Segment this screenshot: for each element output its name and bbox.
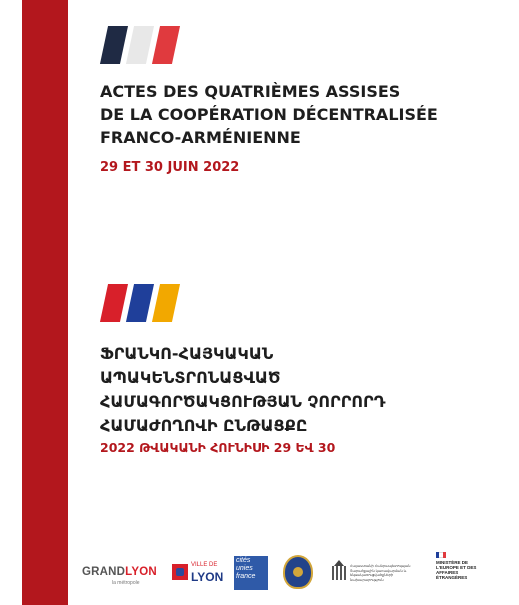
french-title-line: ACTES DES QUATRIÈMES ASSISES bbox=[100, 82, 401, 101]
armenian-seal-icon bbox=[283, 555, 313, 589]
flag-stripe-red bbox=[100, 284, 128, 322]
french-title-line: DE LA COOPÉRATION DÉCENTRALISÉE bbox=[100, 105, 438, 124]
french-title-line: FRANCO-ARMÉNIENNE bbox=[100, 128, 301, 147]
flag-stripe-orange bbox=[152, 284, 180, 322]
armenian-date: 2022 ԹՎԱԿԱՆԻ ՀՈՒՆԻՍԻ 29 ԵՎ 30 bbox=[100, 440, 336, 455]
lyon-crest-icon bbox=[172, 564, 188, 580]
left-red-bar bbox=[22, 0, 68, 605]
cites-unies-france-logo: cités unies france bbox=[234, 556, 268, 590]
french-date: 29 ET 30 JUIN 2022 bbox=[100, 160, 240, 175]
government-building-icon bbox=[332, 560, 346, 580]
armenian-title bbox=[100, 342, 510, 438]
french-title bbox=[100, 80, 500, 149]
partner-logos bbox=[78, 552, 508, 592]
lyon-label: LYON bbox=[191, 570, 224, 584]
armenian-flag-icon bbox=[104, 284, 182, 322]
flag-stripe-white bbox=[126, 26, 154, 64]
armenian-ministry-text: Հայաստանի Հանրապետության Տարածքային կառավարման և ենթակառուցվածքների նախարարություն bbox=[350, 564, 411, 582]
ville-de-lyon-logo bbox=[172, 558, 224, 586]
grandlyon-logo bbox=[82, 566, 157, 578]
grandlyon-subtitle: la métropole bbox=[112, 580, 140, 586]
armenian-title-line: ՖՐԱՆԿՈ-ՀԱՅԿԱԿԱՆ bbox=[100, 344, 274, 363]
armenian-title-line: ՀԱՄԱԳՈՐԾԱԿՑՈՒԹՅԱՆ ՉՈՐՐՈՐԴ bbox=[100, 392, 386, 411]
flag-stripe-red bbox=[152, 26, 180, 64]
ministry-label: MINISTÈRE DE L'EUROPE ET DES AFFAIRES ÉTRANGÈRES bbox=[436, 560, 477, 580]
french-flag-icon bbox=[104, 26, 182, 64]
ville-de-label: VILLE DE bbox=[191, 562, 218, 568]
armenian-title-line: ԱՊԱԿԵՆՏՐՈՆԱՑՎԱԾ bbox=[100, 368, 281, 387]
flag-stripe-blue bbox=[100, 26, 128, 64]
flag-stripe-blue bbox=[126, 284, 154, 322]
armenian-title-line: ՀԱՄԱԺՈՂՈՎԻ ԸՆԹԱՑՔԸ bbox=[100, 416, 308, 435]
grandlyon-lyon: LYON bbox=[125, 566, 157, 578]
marianne-flag-icon bbox=[436, 552, 446, 558]
grandlyon-grand: GRAND bbox=[82, 566, 126, 578]
french-ministry-logo bbox=[436, 552, 484, 580]
